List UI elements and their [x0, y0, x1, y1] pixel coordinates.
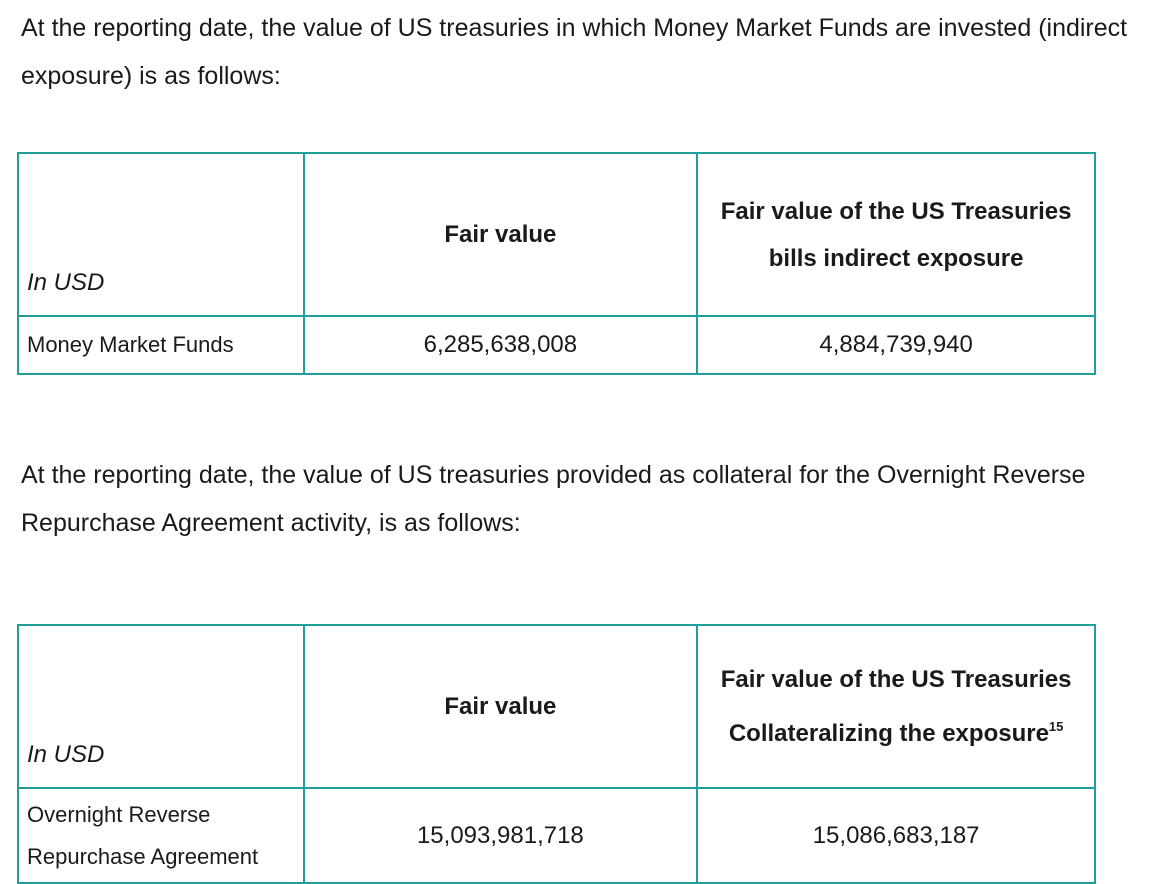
row-label: Money Market Funds [18, 316, 304, 374]
fair-value-header [304, 625, 698, 788]
collateral-header-text: Fair value of the US Treasuries Collateralizing the exposure [720, 666, 1072, 747]
fair-value-cell: 6,285,638,008 [304, 316, 698, 374]
indirect-exposure-header-text: Fair value of the US Treasuries bills indirect exposure [720, 197, 1072, 272]
table-header-row [18, 625, 1095, 788]
footnote-marker[interactable]: 15 [1048, 719, 1064, 734]
collateral-header [697, 625, 1095, 788]
row-label: Overnight Reverse Repurchase Agreement [18, 788, 304, 883]
intro-paragraph-collateral: At the reporting date, the value of US treasuries provided as collateral for the Overnight Reverse Repurchase Agreement activity, is as follows: [21, 461, 1086, 537]
currency-header-label: In USD [18, 625, 304, 788]
fair-value-cell: 15,093,981,718 [304, 788, 698, 883]
table-header-row [18, 153, 1095, 316]
exposure-value-cell: 4,884,739,940 [697, 316, 1095, 374]
indirect-exposure-header [697, 153, 1095, 316]
fair-value-header-text: Fair value [444, 221, 557, 248]
intro-paragraph-indirect-exposure: At the reporting date, the value of US treasuries in which Money Market Funds are invested (indirect exposure) is as follows: [21, 14, 1128, 90]
table-row [18, 316, 1095, 374]
exposure-value-cell: 15,086,683,187 [697, 788, 1095, 883]
fair-value-header-text: Fair value [444, 693, 557, 720]
fair-value-header [304, 153, 698, 316]
currency-header-label: In USD [18, 153, 304, 316]
table-row [18, 788, 1095, 883]
indirect-exposure-table [17, 152, 1096, 375]
collateral-table [17, 624, 1096, 884]
